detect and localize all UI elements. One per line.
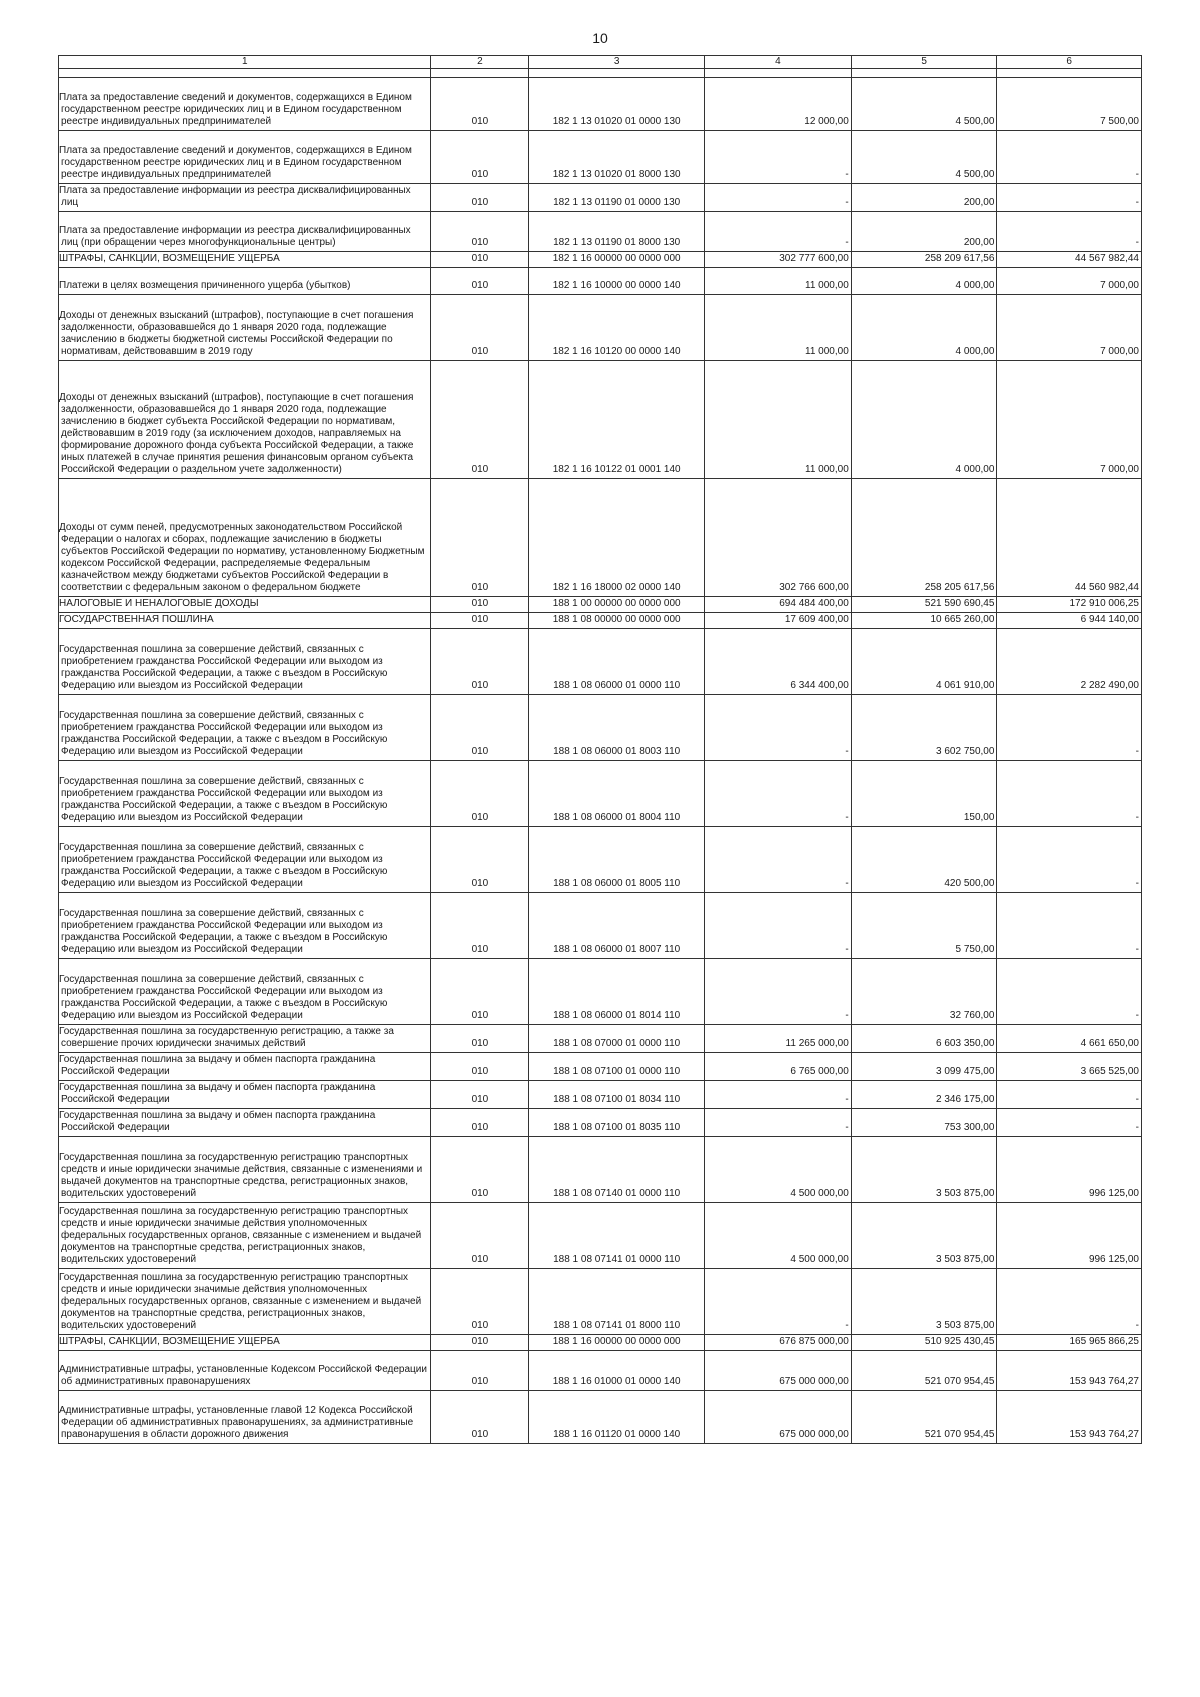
revenue-name-cell: Государственная пошлина за государственную регистрацию транспортных средств и иные юридически значимые действия, связанные с изменениями и выдачей документов на транспортные средства, регистрационных знаков, водительских удостоверений xyxy=(59,1137,431,1203)
line-code-cell: 010 xyxy=(431,613,529,629)
table-body xyxy=(59,78,1142,1444)
line-code-cell: 010 xyxy=(431,1137,529,1203)
revenue-name-cell: Плата за предоставление сведений и документов, содержащихся в Едином государственном реестре юридических лиц и в Едином государственном реестре индивидуальных предпринимателей xyxy=(59,131,431,184)
table-row xyxy=(59,1053,1142,1081)
unexecuted-amount-cell: 44 560 982,44 xyxy=(997,479,1142,597)
unexecuted-amount-cell: 172 910 006,25 xyxy=(997,597,1142,613)
classification-code-cell: 182 1 13 01190 01 8000 130 xyxy=(529,212,705,252)
unexecuted-amount-cell: 3 665 525,00 xyxy=(997,1053,1142,1081)
revenue-name-cell: Государственная пошлина за совершение действий, связанных с приобретением гражданства Российской Федерации или выходом из гражданства Российской Федерации, а также с въездом в Российскую Федерацию или выездом из Российской Федерации xyxy=(59,695,431,761)
planned-amount-cell: - xyxy=(705,131,852,184)
executed-amount-cell: 10 665 260,00 xyxy=(851,613,997,629)
table-row xyxy=(59,295,1142,361)
unexecuted-amount-cell: - xyxy=(997,212,1142,252)
revenue-name-cell: Доходы от денежных взысканий (штрафов), поступающие в счет погашения задолженности, образовавшейся до 1 января 2020 года, подлежащие зачислению в бюджеты бюджетной системы Российской Федерации по нормативам, действовавшим в 2019 году xyxy=(59,295,431,361)
line-code-cell: 010 xyxy=(431,1335,529,1351)
line-code-cell: 010 xyxy=(431,629,529,695)
unexecuted-amount-cell: 6 944 140,00 xyxy=(997,613,1142,629)
executed-amount-cell: 4 061 910,00 xyxy=(851,629,997,695)
unexecuted-amount-cell: - xyxy=(997,1269,1142,1335)
unexecuted-amount-cell: - xyxy=(997,1109,1142,1137)
revenue-name-cell: НАЛОГОВЫЕ И НЕНАЛОГОВЫЕ ДОХОДЫ xyxy=(59,597,431,613)
classification-code-cell: 188 1 08 06000 01 8007 110 xyxy=(529,893,705,959)
table-row xyxy=(59,131,1142,184)
executed-amount-cell: 258 205 617,56 xyxy=(851,479,997,597)
executed-amount-cell: 5 750,00 xyxy=(851,893,997,959)
spacer-cell xyxy=(851,69,997,78)
classification-code-cell: 188 1 08 06000 01 8005 110 xyxy=(529,827,705,893)
classification-code-cell: 182 1 13 01020 01 8000 130 xyxy=(529,131,705,184)
table-row xyxy=(59,959,1142,1025)
line-code-cell: 010 xyxy=(431,1081,529,1109)
planned-amount-cell: 302 777 600,00 xyxy=(705,252,852,268)
classification-code-cell: 188 1 08 07100 01 8034 110 xyxy=(529,1081,705,1109)
line-code-cell: 010 xyxy=(431,761,529,827)
page-number: 10 xyxy=(592,30,608,46)
revenue-name-cell: Государственная пошлина за государственную регистрацию, а также за совершение прочих юридически значимых действий xyxy=(59,1025,431,1053)
planned-amount-cell: - xyxy=(705,1081,852,1109)
classification-code-cell: 188 1 00 00000 00 0000 000 xyxy=(529,597,705,613)
unexecuted-amount-cell: - xyxy=(997,1081,1142,1109)
revenue-name-cell: Плата за предоставление информации из реестра дисквалифицированных лиц xyxy=(59,184,431,212)
line-code-cell: 010 xyxy=(431,252,529,268)
line-code-cell: 010 xyxy=(431,959,529,1025)
line-code-cell: 010 xyxy=(431,1269,529,1335)
executed-amount-cell: 3 602 750,00 xyxy=(851,695,997,761)
planned-amount-cell: - xyxy=(705,827,852,893)
unexecuted-amount-cell: 7 000,00 xyxy=(997,295,1142,361)
executed-amount-cell: 3 503 875,00 xyxy=(851,1137,997,1203)
table-row xyxy=(59,1335,1142,1351)
column-header-4: 4 xyxy=(705,56,852,69)
classification-code-cell: 188 1 08 07141 01 8000 110 xyxy=(529,1269,705,1335)
spacer-cell xyxy=(59,69,431,78)
line-code-cell: 010 xyxy=(431,361,529,479)
column-header-6: 6 xyxy=(997,56,1142,69)
line-code-cell: 010 xyxy=(431,1025,529,1053)
planned-amount-cell: 675 000 000,00 xyxy=(705,1351,852,1391)
executed-amount-cell: 4 000,00 xyxy=(851,295,997,361)
table-row xyxy=(59,479,1142,597)
classification-code-cell: 188 1 08 07140 01 0000 110 xyxy=(529,1137,705,1203)
table-row xyxy=(59,1203,1142,1269)
table-row xyxy=(59,212,1142,252)
planned-amount-cell: - xyxy=(705,959,852,1025)
classification-code-cell: 182 1 16 10120 00 0000 140 xyxy=(529,295,705,361)
classification-code-cell: 182 1 16 10122 01 0001 140 xyxy=(529,361,705,479)
revenue-name-cell: Государственная пошлина за выдачу и обмен паспорта гражданина Российской Федерации xyxy=(59,1053,431,1081)
table-row xyxy=(59,252,1142,268)
unexecuted-amount-cell: 44 567 982,44 xyxy=(997,252,1142,268)
executed-amount-cell: 521 590 690,45 xyxy=(851,597,997,613)
classification-code-cell: 188 1 08 06000 01 8014 110 xyxy=(529,959,705,1025)
executed-amount-cell: 753 300,00 xyxy=(851,1109,997,1137)
table-row xyxy=(59,184,1142,212)
spacer-cell xyxy=(529,69,705,78)
planned-amount-cell: 11 000,00 xyxy=(705,361,852,479)
executed-amount-cell: 3 503 875,00 xyxy=(851,1269,997,1335)
executed-amount-cell: 521 070 954,45 xyxy=(851,1351,997,1391)
planned-amount-cell: 4 500 000,00 xyxy=(705,1203,852,1269)
revenue-name-cell: Государственная пошлина за совершение действий, связанных с приобретением гражданства Российской Федерации или выходом из гражданства Российской Федерации, а также с въездом в Российскую Федерацию или выездом из Российской Федерации xyxy=(59,629,431,695)
executed-amount-cell: 3 099 475,00 xyxy=(851,1053,997,1081)
unexecuted-amount-cell: - xyxy=(997,695,1142,761)
executed-amount-cell: 510 925 430,45 xyxy=(851,1335,997,1351)
revenue-name-cell: Административные штрафы, установленные главой 12 Кодекса Российской Федерации об административных правонарушениях, за административные правонарушения в области дорожного движения xyxy=(59,1391,431,1444)
line-code-cell: 010 xyxy=(431,1391,529,1444)
classification-code-cell: 182 1 16 00000 00 0000 000 xyxy=(529,252,705,268)
line-code-cell: 010 xyxy=(431,1351,529,1391)
classification-code-cell: 188 1 16 00000 00 0000 000 xyxy=(529,1335,705,1351)
classification-code-cell: 188 1 16 01000 01 0000 140 xyxy=(529,1351,705,1391)
unexecuted-amount-cell: 996 125,00 xyxy=(997,1137,1142,1203)
planned-amount-cell: 11 000,00 xyxy=(705,268,852,295)
classification-code-cell: 188 1 08 07000 01 0000 110 xyxy=(529,1025,705,1053)
line-code-cell: 010 xyxy=(431,695,529,761)
table-row xyxy=(59,827,1142,893)
column-number-row xyxy=(59,56,1142,69)
executed-amount-cell: 4 500,00 xyxy=(851,78,997,131)
column-header-5: 5 xyxy=(851,56,997,69)
column-header-3: 3 xyxy=(529,56,705,69)
line-code-cell: 010 xyxy=(431,893,529,959)
table-row xyxy=(59,1081,1142,1109)
table-row xyxy=(59,629,1142,695)
spacer-cell xyxy=(997,69,1142,78)
classification-code-cell: 188 1 16 01120 01 0000 140 xyxy=(529,1391,705,1444)
line-code-cell: 010 xyxy=(431,184,529,212)
executed-amount-cell: 6 603 350,00 xyxy=(851,1025,997,1053)
table-row xyxy=(59,268,1142,295)
revenue-name-cell: Государственная пошлина за государственную регистрацию транспортных средств и иные юридически значимые действия уполномоченных федеральных государственных органов, связанные с изменением и выдачей документов на транспортные средства, регистрационных знаков, водительских удостоверений xyxy=(59,1203,431,1269)
planned-amount-cell: 11 265 000,00 xyxy=(705,1025,852,1053)
planned-amount-cell: 6 765 000,00 xyxy=(705,1053,852,1081)
classification-code-cell: 188 1 08 06000 01 8004 110 xyxy=(529,761,705,827)
revenue-name-cell: ШТРАФЫ, САНКЦИИ, ВОЗМЕЩЕНИЕ УЩЕРБА xyxy=(59,252,431,268)
table-row xyxy=(59,597,1142,613)
line-code-cell: 010 xyxy=(431,295,529,361)
planned-amount-cell: 4 500 000,00 xyxy=(705,1137,852,1203)
line-code-cell: 010 xyxy=(431,268,529,295)
planned-amount-cell: 676 875 000,00 xyxy=(705,1335,852,1351)
revenue-name-cell: ШТРАФЫ, САНКЦИИ, ВОЗМЕЩЕНИЕ УЩЕРБА xyxy=(59,1335,431,1351)
table-row xyxy=(59,613,1142,629)
table-row xyxy=(59,761,1142,827)
line-code-cell: 010 xyxy=(431,212,529,252)
revenue-name-cell: Государственная пошлина за выдачу и обмен паспорта гражданина Российской Федерации xyxy=(59,1109,431,1137)
planned-amount-cell: 12 000,00 xyxy=(705,78,852,131)
revenue-name-cell: Административные штрафы, установленные Кодексом Российской Федерации об административных правонарушениях xyxy=(59,1351,431,1391)
column-header-2: 2 xyxy=(431,56,529,69)
executed-amount-cell: 420 500,00 xyxy=(851,827,997,893)
unexecuted-amount-cell: - xyxy=(997,184,1142,212)
classification-code-cell: 188 1 08 06000 01 8003 110 xyxy=(529,695,705,761)
unexecuted-amount-cell: 4 661 650,00 xyxy=(997,1025,1142,1053)
table-row xyxy=(59,893,1142,959)
line-code-cell: 010 xyxy=(431,78,529,131)
executed-amount-cell: 4 500,00 xyxy=(851,131,997,184)
classification-code-cell: 182 1 13 01020 01 0000 130 xyxy=(529,78,705,131)
unexecuted-amount-cell: 153 943 764,27 xyxy=(997,1351,1142,1391)
revenue-name-cell: Государственная пошлина за совершение действий, связанных с приобретением гражданства Российской Федерации или выходом из гражданства Российской Федерации, а также с въездом в Российскую Федерацию или выездом из Российской Федерации xyxy=(59,959,431,1025)
unexecuted-amount-cell: 165 965 866,25 xyxy=(997,1335,1142,1351)
table-row xyxy=(59,1269,1142,1335)
planned-amount-cell: - xyxy=(705,893,852,959)
planned-amount-cell: - xyxy=(705,212,852,252)
unexecuted-amount-cell: 7 000,00 xyxy=(997,361,1142,479)
line-code-cell: 010 xyxy=(431,1109,529,1137)
revenue-name-cell: Плата за предоставление информации из реестра дисквалифицированных лиц (при обращении через многофункциональные центры) xyxy=(59,212,431,252)
line-code-cell: 010 xyxy=(431,479,529,597)
table-row xyxy=(59,1351,1142,1391)
spacer-cell xyxy=(431,69,529,78)
revenue-table xyxy=(58,55,1142,1444)
revenue-name-cell: Доходы от сумм пеней, предусмотренных законодательством Российской Федерации о налогах и сборах, подлежащие зачислению в бюджеты субъектов Российской Федерации по нормативу, установленному Бюджетным кодексом Российской Федерации, распределяемые Федеральным казначейством между бюджетами субъектов Российской Федерации в соответствии с федеральным законом о федеральном бюджете xyxy=(59,479,431,597)
planned-amount-cell: 675 000 000,00 xyxy=(705,1391,852,1444)
executed-amount-cell: 2 346 175,00 xyxy=(851,1081,997,1109)
revenue-name-cell: Государственная пошлина за государственную регистрацию транспортных средств и иные юридически значимые действия уполномоченных федеральных государственных органов, связанные с изменением и выдачей документов на транспортные средства, регистрационных знаков, водительских удостоверений xyxy=(59,1269,431,1335)
revenue-name-cell: Государственная пошлина за совершение действий, связанных с приобретением гражданства Российской Федерации или выходом из гражданства Российской Федерации, а также с въездом в Российскую Федерацию или выездом из Российской Федерации xyxy=(59,827,431,893)
planned-amount-cell: 6 344 400,00 xyxy=(705,629,852,695)
executed-amount-cell: 258 209 617,56 xyxy=(851,252,997,268)
line-code-cell: 010 xyxy=(431,1053,529,1081)
unexecuted-amount-cell: - xyxy=(997,827,1142,893)
classification-code-cell: 188 1 08 07100 01 0000 110 xyxy=(529,1053,705,1081)
classification-code-cell: 188 1 08 00000 00 0000 000 xyxy=(529,613,705,629)
unexecuted-amount-cell: 7 500,00 xyxy=(997,78,1142,131)
header-spacer-row xyxy=(59,69,1142,78)
table-row xyxy=(59,1025,1142,1053)
revenue-name-cell: Государственная пошлина за совершение действий, связанных с приобретением гражданства Российской Федерации или выходом из гражданства Российской Федерации, а также с въездом в Российскую Федерацию или выездом из Российской Федерации xyxy=(59,893,431,959)
line-code-cell: 010 xyxy=(431,131,529,184)
classification-code-cell: 188 1 08 06000 01 0000 110 xyxy=(529,629,705,695)
column-header-1: 1 xyxy=(59,56,431,69)
executed-amount-cell: 4 000,00 xyxy=(851,361,997,479)
unexecuted-amount-cell: 7 000,00 xyxy=(997,268,1142,295)
revenue-name-cell: Платежи в целях возмещения причиненного ущерба (убытков) xyxy=(59,268,431,295)
executed-amount-cell: 3 503 875,00 xyxy=(851,1203,997,1269)
revenue-name-cell: Государственная пошлина за совершение действий, связанных с приобретением гражданства Российской Федерации или выходом из гражданства Российской Федерации, а также с въездом в Российскую Федерацию или выездом из Российской Федерации xyxy=(59,761,431,827)
table-row xyxy=(59,1109,1142,1137)
classification-code-cell: 188 1 08 07141 01 0000 110 xyxy=(529,1203,705,1269)
table-row xyxy=(59,361,1142,479)
line-code-cell: 010 xyxy=(431,597,529,613)
planned-amount-cell: - xyxy=(705,184,852,212)
executed-amount-cell: 150,00 xyxy=(851,761,997,827)
table-row xyxy=(59,695,1142,761)
executed-amount-cell: 32 760,00 xyxy=(851,959,997,1025)
revenue-name-cell: Плата за предоставление сведений и документов, содержащихся в Едином государственном реестре юридических лиц и в Едином государственном реестре индивидуальных предпринимателей xyxy=(59,78,431,131)
planned-amount-cell: 11 000,00 xyxy=(705,295,852,361)
revenue-name-cell: ГОСУДАРСТВЕННАЯ ПОШЛИНА xyxy=(59,613,431,629)
table-row xyxy=(59,1137,1142,1203)
executed-amount-cell: 200,00 xyxy=(851,184,997,212)
planned-amount-cell: - xyxy=(705,1109,852,1137)
planned-amount-cell: 694 484 400,00 xyxy=(705,597,852,613)
table-row xyxy=(59,1391,1142,1444)
classification-code-cell: 182 1 13 01190 01 0000 130 xyxy=(529,184,705,212)
unexecuted-amount-cell: - xyxy=(997,893,1142,959)
revenue-name-cell: Доходы от денежных взысканий (штрафов), поступающие в счет погашения задолженности, образовавшейся до 1 января 2020 года, подлежащие зачислению в бюджет субъекта Российской Федерации по нормативам, действовавшим в 2019 году (за исключением доходов, направляемых на формирование дорожного фонда субъекта Российской Федерации, а также иных платежей в случае принятия решения финансовым органом субъекта Российской Федерации о раздельном учете задолженности) xyxy=(59,361,431,479)
unexecuted-amount-cell: - xyxy=(997,761,1142,827)
line-code-cell: 010 xyxy=(431,827,529,893)
unexecuted-amount-cell: - xyxy=(997,131,1142,184)
planned-amount-cell: - xyxy=(705,695,852,761)
unexecuted-amount-cell: 996 125,00 xyxy=(997,1203,1142,1269)
executed-amount-cell: 200,00 xyxy=(851,212,997,252)
unexecuted-amount-cell: - xyxy=(997,959,1142,1025)
unexecuted-amount-cell: 153 943 764,27 xyxy=(997,1391,1142,1444)
revenue-name-cell: Государственная пошлина за выдачу и обмен паспорта гражданина Российской Федерации xyxy=(59,1081,431,1109)
spacer-cell xyxy=(705,69,852,78)
executed-amount-cell: 4 000,00 xyxy=(851,268,997,295)
planned-amount-cell: 17 609 400,00 xyxy=(705,613,852,629)
executed-amount-cell: 521 070 954,45 xyxy=(851,1391,997,1444)
classification-code-cell: 182 1 16 18000 02 0000 140 xyxy=(529,479,705,597)
planned-amount-cell: - xyxy=(705,761,852,827)
line-code-cell: 010 xyxy=(431,1203,529,1269)
planned-amount-cell: - xyxy=(705,1269,852,1335)
unexecuted-amount-cell: 2 282 490,00 xyxy=(997,629,1142,695)
table-row xyxy=(59,78,1142,131)
planned-amount-cell: 302 766 600,00 xyxy=(705,479,852,597)
classification-code-cell: 188 1 08 07100 01 8035 110 xyxy=(529,1109,705,1137)
classification-code-cell: 182 1 16 10000 00 0000 140 xyxy=(529,268,705,295)
